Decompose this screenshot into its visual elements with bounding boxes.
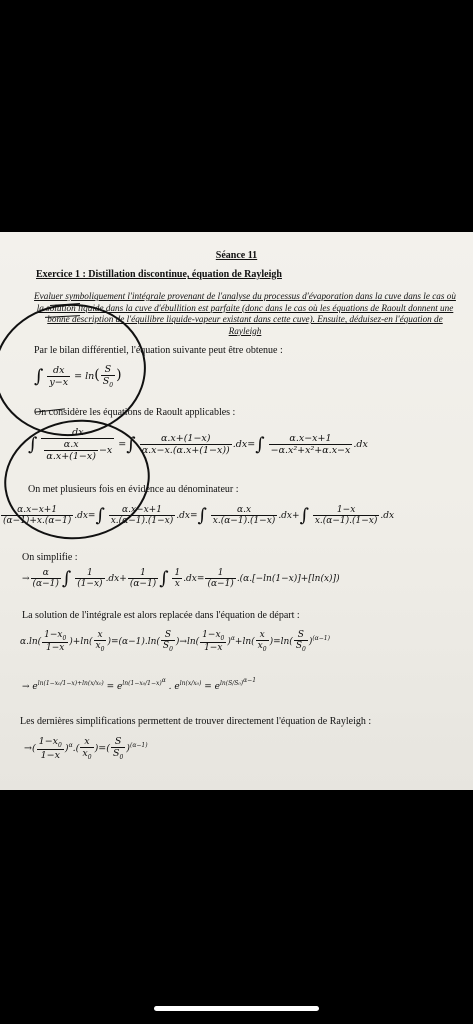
equation-simplify: → $\frac{\alpha}{(\alpha-1)}$ ∫ $\frac{1}{(1-x)}$ .dx+ $\frac{1}{(\alpha-1)}$ ∫ $\frac{1}{x}$ .dx= $\frac{1}{(\alpha-1)}$ .(α.[−ln(1−x)]+[ln(x)]) [22,568,340,589]
solution-text: La solution de l'intégrale est alors replacée dans l'équation de départ : [22,610,300,621]
exercise-title: Exercice 1 : Distillation discontinue, équation de Rayleigh [36,269,282,280]
document-page [0,232,473,790]
equation-rayleigh: →( $\frac{1-x_0}{1-x}$ )$^\alpha$.( $\frac{x}{x_0}$ )=( $\frac{S}{S_0}$ )$^{(\alpha-1)}$ [24,736,148,761]
equation-exponential: → $e^{ln(1-x_0/1-x)+ln(x/x_0)} = e^{ln(1-x_0/1-x)^\alpha}$ . $e^{ln(x/x_0)} = e^{ln(S/S_0)^{\alpha-1}}$ [22,677,257,692]
equation-raoult: ∫ dx $\frac{\alpha.x}{\alpha.x+(1-x)}$ −x =∫ $\frac{\alpha.x+(1-x)}{\alpha.x-x.(\alpha.x+(1-x))}$ .dx=∫ $\frac{\alpha.x-x+1}{\text{−α.x²+x²+α.x−x}}$ .dx [28,427,368,462]
simplify-text: On simplifie : [22,552,78,563]
final-text: Les dernières simplifications permettent de trouver directement l'équation de Rayleigh : [20,716,372,727]
seance-title: Séance 11 [215,250,258,261]
home-indicator[interactable] [154,1006,319,1011]
equation-denominator: $\frac{\alpha.x-x+1}{(\alpha-1)+x.(\alpha-1)}$ .dx=∫ $\frac{\alpha.x-x+1}{x.(\alpha-1).(1-x)}$ .dx=∫ $\frac{\alpha.x}{x.(\alpha-1).(1-x)}$ .dx+∫ $\frac{1-x}{x.(\alpha-1).(1-x)}$ .dx [3,505,395,526]
raoult-text: On considère les équations de Raoult applicables : [34,407,236,418]
denominator-text: On met plusieurs fois en évidence au dénominateur : [28,484,239,495]
bilan-text: Par le bilan différentiel, l'équation suivante peut être obtenue : [34,345,283,356]
intro-paragraph: Evaluer symboliquement l'intégrale provenant de l'analyse du processus d'évaporation dans la cuve dans le cas où la solution liquide dans la cuve d'ébullition est parfaite (donc dans le cas où les équations de Raoult donnent une bonne description de l'équilibre liquide-vapeur existant dans cette cuve). Ensuite, déduisez-en l'équation de Rayleigh [34,291,456,336]
equation-solution: α.ln( $\frac{1-x_0}{1-x}$ )+ln( $\frac{x}{x_0}$ )=(α−1).ln( $\frac{S}{S_0}$ )→ln( $\frac{1-x_0}{1-x}$ )$^\alpha$+ln( $\frac{x}{x_0}$ )=ln( $\frac{S}{S_0}$ )$^{(\alpha-1)}$ [20,630,330,653]
equation-bilan: ∫ $\frac{dx}{y-x}$ = ln( $\frac{S}{S_0}$ ) [34,364,122,389]
